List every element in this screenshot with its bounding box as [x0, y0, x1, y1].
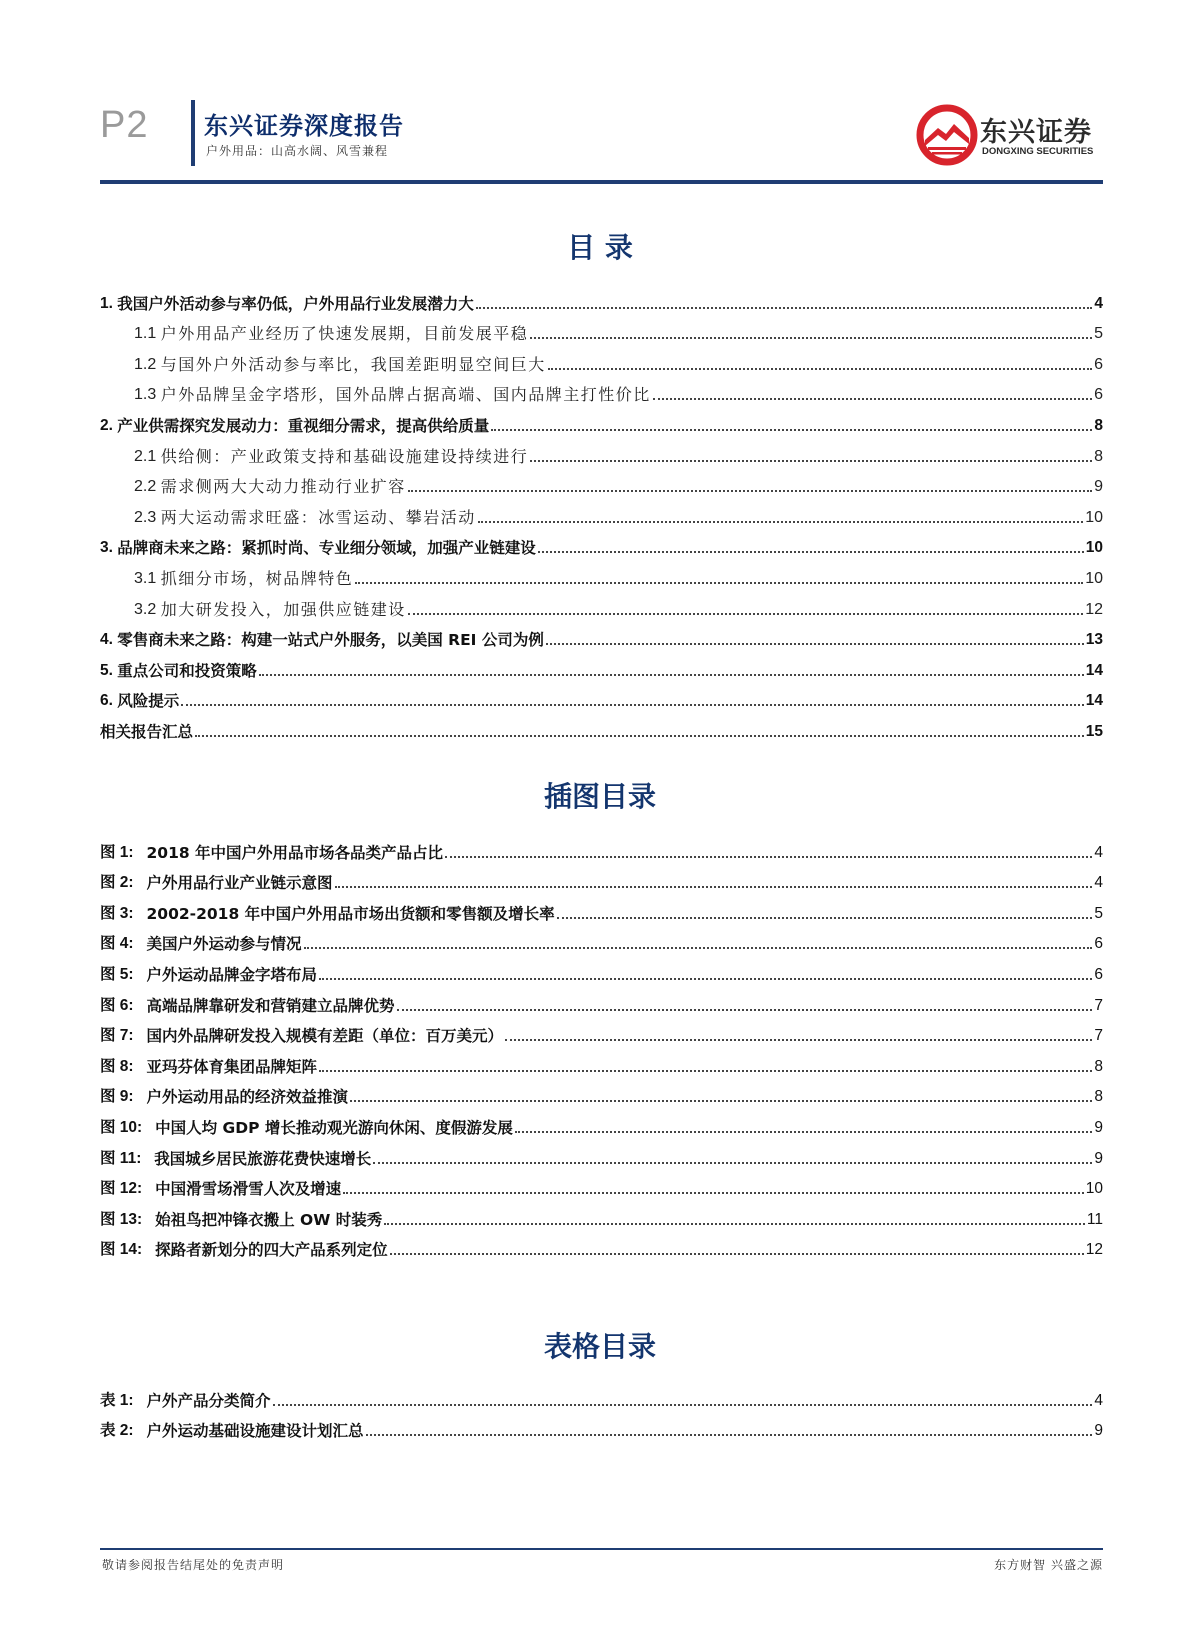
entry-page: 10: [1085, 539, 1103, 557]
dot-leader: [478, 521, 1084, 523]
entry-title: 相关报告汇总: [100, 722, 194, 741]
dot-leader: [476, 307, 1093, 309]
dot-leader: [408, 490, 1092, 492]
toc-entry[interactable]: [100, 496, 1103, 527]
list-entry[interactable]: [100, 923, 1103, 954]
entry-number: 1.2: [134, 355, 161, 373]
toc-entry[interactable]: [100, 435, 1103, 466]
entry-number: 5.: [100, 661, 118, 679]
brand-name-cn: 东兴证券: [980, 117, 1092, 148]
footer-rule: [100, 1548, 1103, 1550]
entry-title: 户外用品产业经历了快速发展期，目前发展平稳: [160, 324, 529, 344]
dot-leader: [343, 1192, 1084, 1194]
entry-title: 与国外户外活动参与率比，我国差距明显空间巨大: [160, 354, 546, 374]
entry-page: 6: [1094, 965, 1103, 983]
entry-title: 亚玛芬体育集团品牌矩阵: [146, 1057, 318, 1076]
entry-title: 户外品牌呈金字塔形，国外品牌占据高端、国内品牌主打性价比: [160, 385, 651, 405]
list-entry[interactable]: [100, 1106, 1103, 1137]
entry-page: 6: [1094, 355, 1103, 373]
entry-number: 图 8:: [100, 1057, 147, 1075]
toc-entry[interactable]: [100, 343, 1103, 374]
entry-page: 14: [1085, 692, 1103, 710]
dot-leader: [390, 1253, 1084, 1255]
entry-number: 表 2:: [100, 1422, 147, 1439]
entry-title: 加大研发投入，加强供应链建设: [160, 599, 406, 619]
page-header: [0, 0, 1200, 190]
entry-number: 3.2: [134, 600, 161, 618]
dot-leader: [491, 429, 1092, 431]
entry-page: 8: [1094, 447, 1103, 465]
entry-number: 2.2: [134, 478, 161, 496]
entry-title: 抓细分市场，树品牌特色: [160, 568, 354, 588]
footer-slogan: 东方财智 兴盛之源: [994, 1558, 1103, 1572]
toc-entry[interactable]: [100, 374, 1103, 405]
toc-entry[interactable]: [100, 313, 1103, 344]
entry-number: 图 12:: [100, 1180, 156, 1198]
entry-number: 4.: [100, 631, 118, 649]
entry-page: 8: [1094, 416, 1103, 434]
entry-page: 4: [1094, 294, 1103, 312]
toc-title: 目 录: [567, 231, 633, 264]
entry-title: 供给侧：产业政策支持和基础设施建设持续进行: [160, 446, 529, 466]
entry-number: 图 14:: [100, 1241, 156, 1259]
toc-entry[interactable]: [100, 588, 1103, 619]
entry-page: 11: [1086, 1210, 1103, 1228]
toc-entry[interactable]: [100, 649, 1103, 680]
entry-number: 2.: [100, 416, 118, 434]
entry-title: 户外产品分类简介: [146, 1392, 271, 1410]
entry-page: 5: [1094, 904, 1103, 922]
entry-title: 户外运动品牌金字塔布局: [146, 965, 318, 984]
figures-list: [100, 831, 1103, 1259]
entry-page: 4: [1094, 843, 1103, 861]
entry-number: 图 13:: [100, 1210, 156, 1228]
list-entry[interactable]: [100, 953, 1103, 984]
entry-page: 10: [1085, 1180, 1103, 1198]
entry-number: 2.1: [134, 447, 161, 465]
list-entry[interactable]: [100, 1410, 1103, 1440]
entry-number: 1.3: [134, 386, 161, 404]
entry-title: 风险提示: [117, 692, 180, 711]
toc-entry[interactable]: [100, 404, 1103, 435]
entry-title: 两大运动需求旺盛：冰雪运动、攀岩活动: [160, 507, 476, 527]
entry-title: 始祖鸟把冲锋衣搬上 OW 时装秀: [155, 1210, 383, 1229]
dot-leader: [397, 1009, 1093, 1011]
toc-list: [100, 282, 1103, 741]
entry-title: 2002-2018 年中国户外用品市场出货额和零售额及增长率: [146, 904, 555, 923]
entry-title: 零售商未来之路：构建一站式户外服务，以美国 REI 公司为例: [117, 631, 544, 650]
entry-title: 产业供需探究发展动力：重视细分需求，提高供给质量: [117, 416, 490, 435]
entry-page: 10: [1085, 569, 1103, 587]
entry-number: 1.: [100, 294, 118, 312]
dot-leader: [546, 643, 1084, 645]
entry-title: 探路者新划分的四大产品系列定位: [155, 1241, 388, 1260]
entry-title: 美国户外运动参与情况: [146, 935, 302, 954]
toc-entry[interactable]: [100, 710, 1103, 741]
entry-number: 图 9:: [100, 1088, 147, 1106]
entry-title: 户外运动用品的经济效益推演: [146, 1088, 349, 1107]
entry-page: 9: [1094, 478, 1103, 496]
footer-disclaimer: 敬请参阅报告结尾处的免责声明: [102, 1558, 285, 1572]
entry-page: 9: [1094, 1422, 1103, 1439]
list-entry[interactable]: [100, 862, 1103, 893]
dot-leader: [304, 947, 1093, 949]
dot-leader: [319, 978, 1092, 980]
dot-leader: [335, 886, 1093, 888]
tables-title: 表格目录: [543, 1330, 656, 1363]
list-entry[interactable]: [100, 984, 1103, 1015]
list-entry[interactable]: [100, 1198, 1103, 1229]
list-entry[interactable]: [100, 892, 1103, 923]
page-number: P2: [100, 104, 149, 146]
entry-title: 2018 年中国户外用品市场各品类产品占比: [146, 843, 444, 862]
entry-number: 表 1:: [100, 1392, 147, 1409]
entry-page: 8: [1094, 1057, 1103, 1075]
entry-number: 图 10:: [100, 1118, 156, 1136]
entry-title: 我国户外活动参与率仍低，户外用品行业发展潜力大: [117, 294, 474, 313]
entry-title: 需求侧两大大动力推动行业扩容: [160, 477, 406, 497]
dot-leader: [273, 1404, 1093, 1406]
dot-leader: [515, 1131, 1092, 1133]
list-entry[interactable]: [100, 1045, 1103, 1076]
list-entry[interactable]: [100, 831, 1103, 862]
figures-title: 插图目录: [543, 780, 656, 813]
entry-page: 4: [1094, 1392, 1103, 1409]
report-subtitle: 户外用品：山高水阔、风雪兼程: [206, 144, 389, 158]
entry-title: 品牌商未来之路：紧抓时尚、专业细分领域，加强产业链建设: [117, 539, 536, 558]
entry-number: 1.1: [134, 325, 161, 343]
entry-page: 15: [1085, 722, 1103, 740]
dot-leader: [373, 1162, 1092, 1164]
entry-page: 4: [1094, 874, 1103, 892]
dot-leader: [384, 1223, 1085, 1225]
entry-page: 6: [1094, 386, 1103, 404]
entry-number: 图 7:: [100, 1027, 147, 1045]
dot-leader: [538, 551, 1084, 553]
brand-logo: [916, 104, 1106, 166]
dot-leader: [350, 1100, 1092, 1102]
brand-name-en: DONGXING SECURITIES: [982, 146, 1094, 157]
list-entry[interactable]: [100, 1168, 1103, 1199]
entry-title: 中国滑雪场滑雪人次及增速: [155, 1180, 342, 1199]
dot-leader: [548, 368, 1092, 370]
entry-title: 我国城乡居民旅游花费快速增长: [154, 1149, 372, 1168]
dot-leader: [530, 337, 1092, 339]
entry-page: 13: [1085, 631, 1103, 649]
dot-leader: [355, 582, 1083, 584]
entry-page: 6: [1094, 935, 1103, 953]
dot-leader: [195, 735, 1084, 737]
list-entry[interactable]: [100, 1229, 1103, 1260]
entry-page: 7: [1094, 996, 1103, 1014]
entry-page: 7: [1094, 1027, 1103, 1045]
toc-entry[interactable]: [100, 619, 1103, 650]
entry-page: 9: [1094, 1149, 1103, 1167]
entry-number: 图 11:: [100, 1149, 155, 1167]
entry-number: 6.: [100, 692, 118, 710]
entry-title: 中国人均 GDP 增长推动观光游向休闲、度假游发展: [155, 1118, 513, 1137]
entry-title: 重点公司和投资策略: [117, 661, 257, 680]
entry-title: 户外运动基础设施建设计划汇总: [146, 1422, 364, 1440]
entry-number: 图 5:: [100, 965, 147, 983]
toc-entry[interactable]: [100, 466, 1103, 497]
entry-page: 12: [1085, 600, 1103, 618]
dot-leader: [319, 1070, 1092, 1072]
list-entry[interactable]: [100, 1015, 1103, 1046]
dot-leader: [557, 917, 1093, 919]
entry-title: 国内外品牌研发投入规模有差距（单位：百万美元）: [146, 1027, 504, 1046]
list-entry[interactable]: [100, 1380, 1103, 1410]
dot-leader: [366, 1434, 1093, 1436]
entry-page: 9: [1094, 1118, 1103, 1136]
entry-number: 3.: [100, 539, 118, 557]
toc-entry[interactable]: [100, 557, 1103, 588]
list-entry[interactable]: [100, 1137, 1103, 1168]
header-rule: [100, 180, 1103, 184]
entry-page: 8: [1094, 1088, 1103, 1106]
dot-leader: [408, 613, 1084, 615]
entry-number: 图 1:: [100, 843, 147, 861]
tables-list: [100, 1380, 1103, 1440]
entry-number: 图 3:: [100, 904, 147, 922]
entry-number: 3.1: [134, 569, 161, 587]
entry-page: 10: [1085, 508, 1103, 526]
entry-number: 图 6:: [100, 996, 147, 1014]
toc-entry[interactable]: [100, 680, 1103, 711]
dot-leader: [181, 704, 1084, 706]
entry-number: 图 2:: [100, 874, 147, 892]
entry-number: 2.3: [134, 508, 161, 526]
dot-leader: [530, 460, 1092, 462]
toc-entry[interactable]: [100, 527, 1103, 558]
toc-entry[interactable]: [100, 282, 1103, 313]
entry-page: 5: [1094, 325, 1103, 343]
header-divider: [191, 100, 195, 166]
entry-page: 14: [1085, 661, 1103, 679]
entry-page: 12: [1085, 1241, 1103, 1259]
entry-number: 图 4:: [100, 935, 147, 953]
list-entry[interactable]: [100, 1076, 1103, 1107]
dot-leader: [653, 398, 1092, 400]
brand-emblem-icon: [916, 104, 978, 166]
entry-title: 户外用品行业产业链示意图: [146, 874, 333, 893]
entry-title: 高端品牌靠研发和营销建立品牌优势: [146, 996, 395, 1015]
report-title: 东兴证券深度报告: [204, 112, 404, 140]
dot-leader: [505, 1039, 1092, 1041]
dot-leader: [259, 674, 1084, 676]
dot-leader: [445, 856, 1092, 858]
